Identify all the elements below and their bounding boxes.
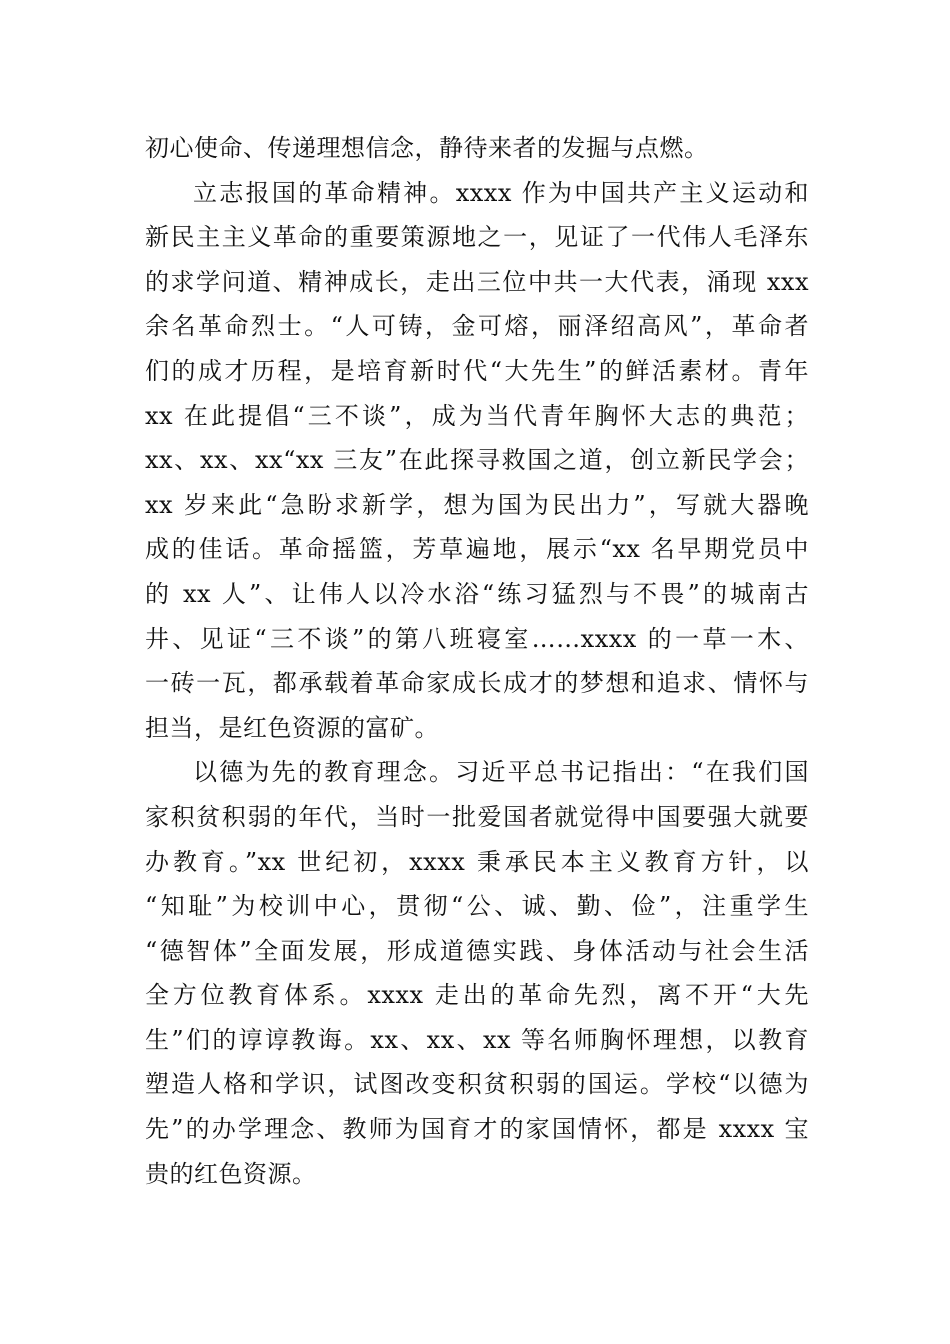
paragraph-2-line-3: 的求学问道、精神成长，走出三位中共一大代表，涌现 xxx (145, 267, 809, 296)
paragraph-2-line-12: 一砖一瓦，都承载着革命家成长成才的梦想和追求、情怀与 (145, 669, 809, 698)
paragraph-3-line-6: 全方位教育体系。xxxx 走出的革命先烈，离不开“大先 (145, 981, 809, 1010)
paragraph-3-line-10: 贵的红色资源。 (145, 1159, 317, 1188)
paragraph-1-line-1: 初心使命、传递理想信念，静待来者的发掘与点燃。 (145, 134, 709, 162)
paragraph-3-line-8: 塑造人格和学识，试图改变积贫积弱的国运。学校“以德为 (145, 1070, 809, 1099)
document-page (145, 126, 809, 1196)
paragraph-3-line-4: “知耻”为校训中心，贯彻“公、诚、勤、俭”，注重学生 (145, 892, 809, 921)
paragraph-2-line-6: xx 在此提倡“三不谈”，成为当代青年胸怀大志的典范； (145, 401, 809, 430)
paragraph-2-line-10: 的 xx 人”、让伟人以冷水浴“练习猛烈与不畏”的城南古 (145, 579, 809, 608)
paragraph-2-line-11: 井、见证“三不谈”的第八班寝室……xxxx 的一草一木、 (145, 624, 809, 653)
paragraph-2-line-4: 余名革命烈士。“人可铸，金可熔，丽泽绍高风”，革命者 (145, 312, 809, 341)
paragraph-3-line-2: 家积贫积弱的年代，当时一批爱国者就觉得中国要强大就要 (145, 802, 809, 831)
paragraph-2-line-7: xx、xx、xx“xx 三友”在此探寻救国之道，创立新民学会； (145, 446, 809, 475)
paragraph-2-line-8: xx 岁来此“急盼求新学，想为国为民出力”，写就大器晚 (145, 490, 809, 519)
paragraph-2-line-5: 们的成才历程，是培育新时代“大先生”的鲜活素材。青年 (145, 356, 809, 385)
paragraph-2-line-1: 立志报国的革命精神。xxxx 作为中国共产主义运动和 (193, 178, 809, 207)
paragraph-3-line-7: 生”们的谆谆教诲。xx、xx、xx 等名师胸怀理想，以教育 (145, 1025, 809, 1054)
paragraph-3-line-3: 办教育。”xx 世纪初，xxxx 秉承民本主义教育方针，以 (145, 847, 809, 876)
paragraph-3-line-9: 先”的办学理念、教师为国育才的家国情怀，都是 xxxx 宝 (145, 1115, 809, 1144)
paragraph-2-line-13: 担当，是红色资源的富矿。 (145, 713, 439, 742)
paragraph-3-line-5: “德智体”全面发展，形成道德实践、身体活动与社会生活 (145, 936, 809, 965)
paragraph-3-line-1: 以德为先的教育理念。习近平总书记指出：“在我们国 (193, 758, 809, 787)
paragraph-2-line-9: 成的佳话。革命摇篮，芳草遍地，展示“xx 名早期党员中 (145, 535, 809, 564)
paragraph-2-line-2: 新民主主义革命的重要策源地之一，见证了一代伟人毛泽东 (145, 223, 809, 252)
